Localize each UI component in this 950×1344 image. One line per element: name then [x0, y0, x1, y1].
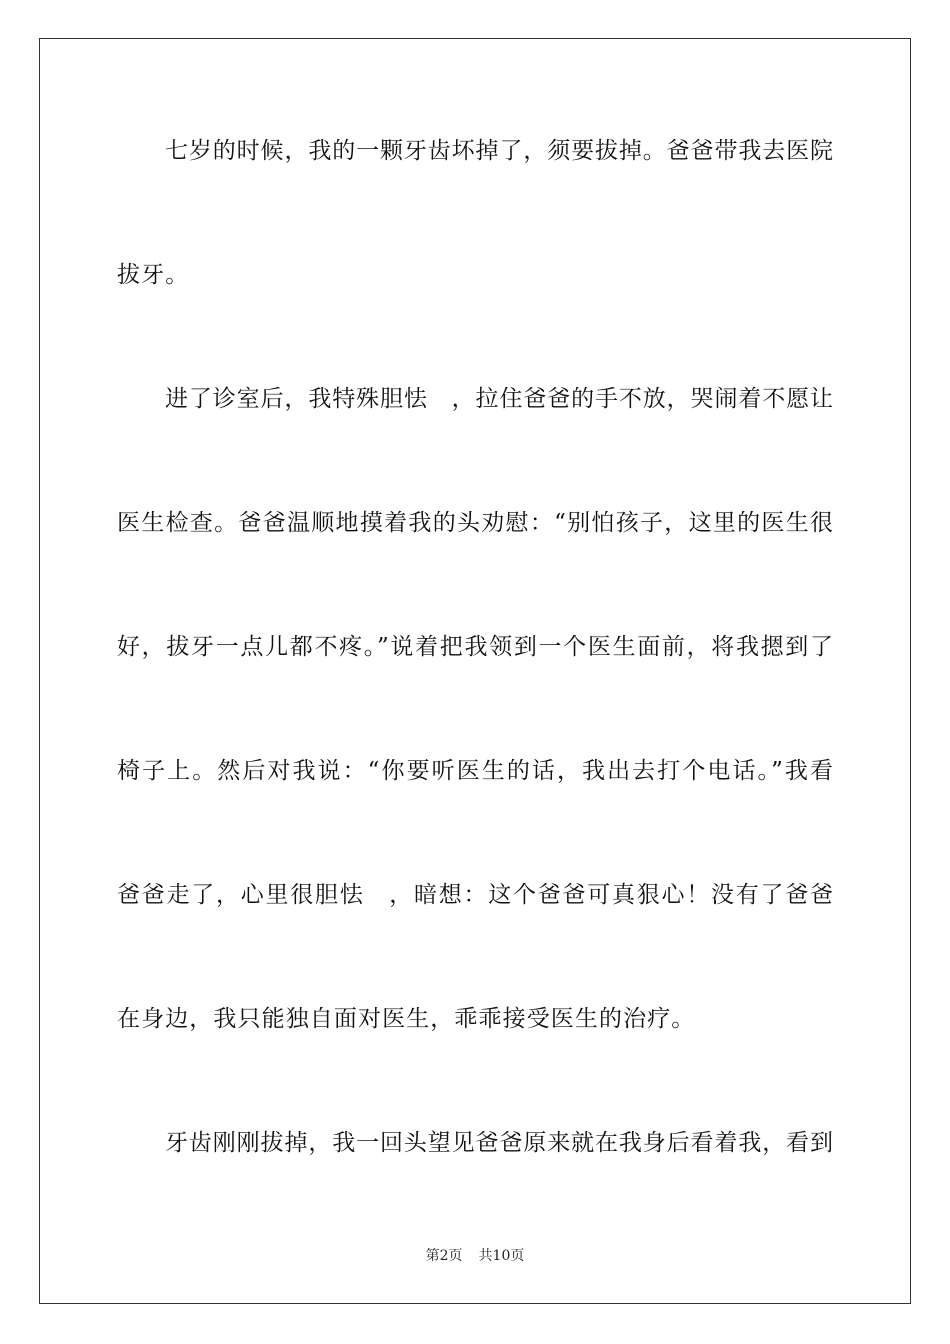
page-number: 第2页 — [425, 1248, 463, 1264]
text-line: 医生检查。爸爸温顺地摸着我的头劝慰：“别怕孩子，这里的医生很 — [117, 510, 833, 536]
text-line: 好，拔牙一点儿都不疼。”说着把我领到一个医生面前，将我摁到了 — [117, 634, 833, 660]
text-line: 拔牙。 — [117, 262, 190, 288]
text-line: 牙齿刚刚拔掉，我一回头望见爸爸原来就在我身后看着我，看到 — [165, 1130, 833, 1156]
page-border — [39, 38, 911, 1304]
text-line: 爸爸走了，心里很胆怯 ，暗想：这个爸爸可真狠心！没有了爸爸 — [117, 882, 833, 908]
text-line: 椅子上。然后对我说：“你要听医生的话，我出去打个电话。”我看 — [117, 758, 833, 784]
page-footer — [0, 1247, 950, 1265]
text-line: 在身边，我只能独自面对医生，乖乖接受医生的治疗。 — [117, 1006, 696, 1032]
text-line: 七岁的时候，我的一颗牙齿坏掉了，须要拔掉。爸爸带我去医院 — [165, 138, 833, 164]
page-total: 共10页 — [478, 1248, 525, 1264]
text-line: 进了诊室后，我特殊胆怯 ，拉住爸爸的手不放，哭闹着不愿让 — [165, 386, 833, 412]
